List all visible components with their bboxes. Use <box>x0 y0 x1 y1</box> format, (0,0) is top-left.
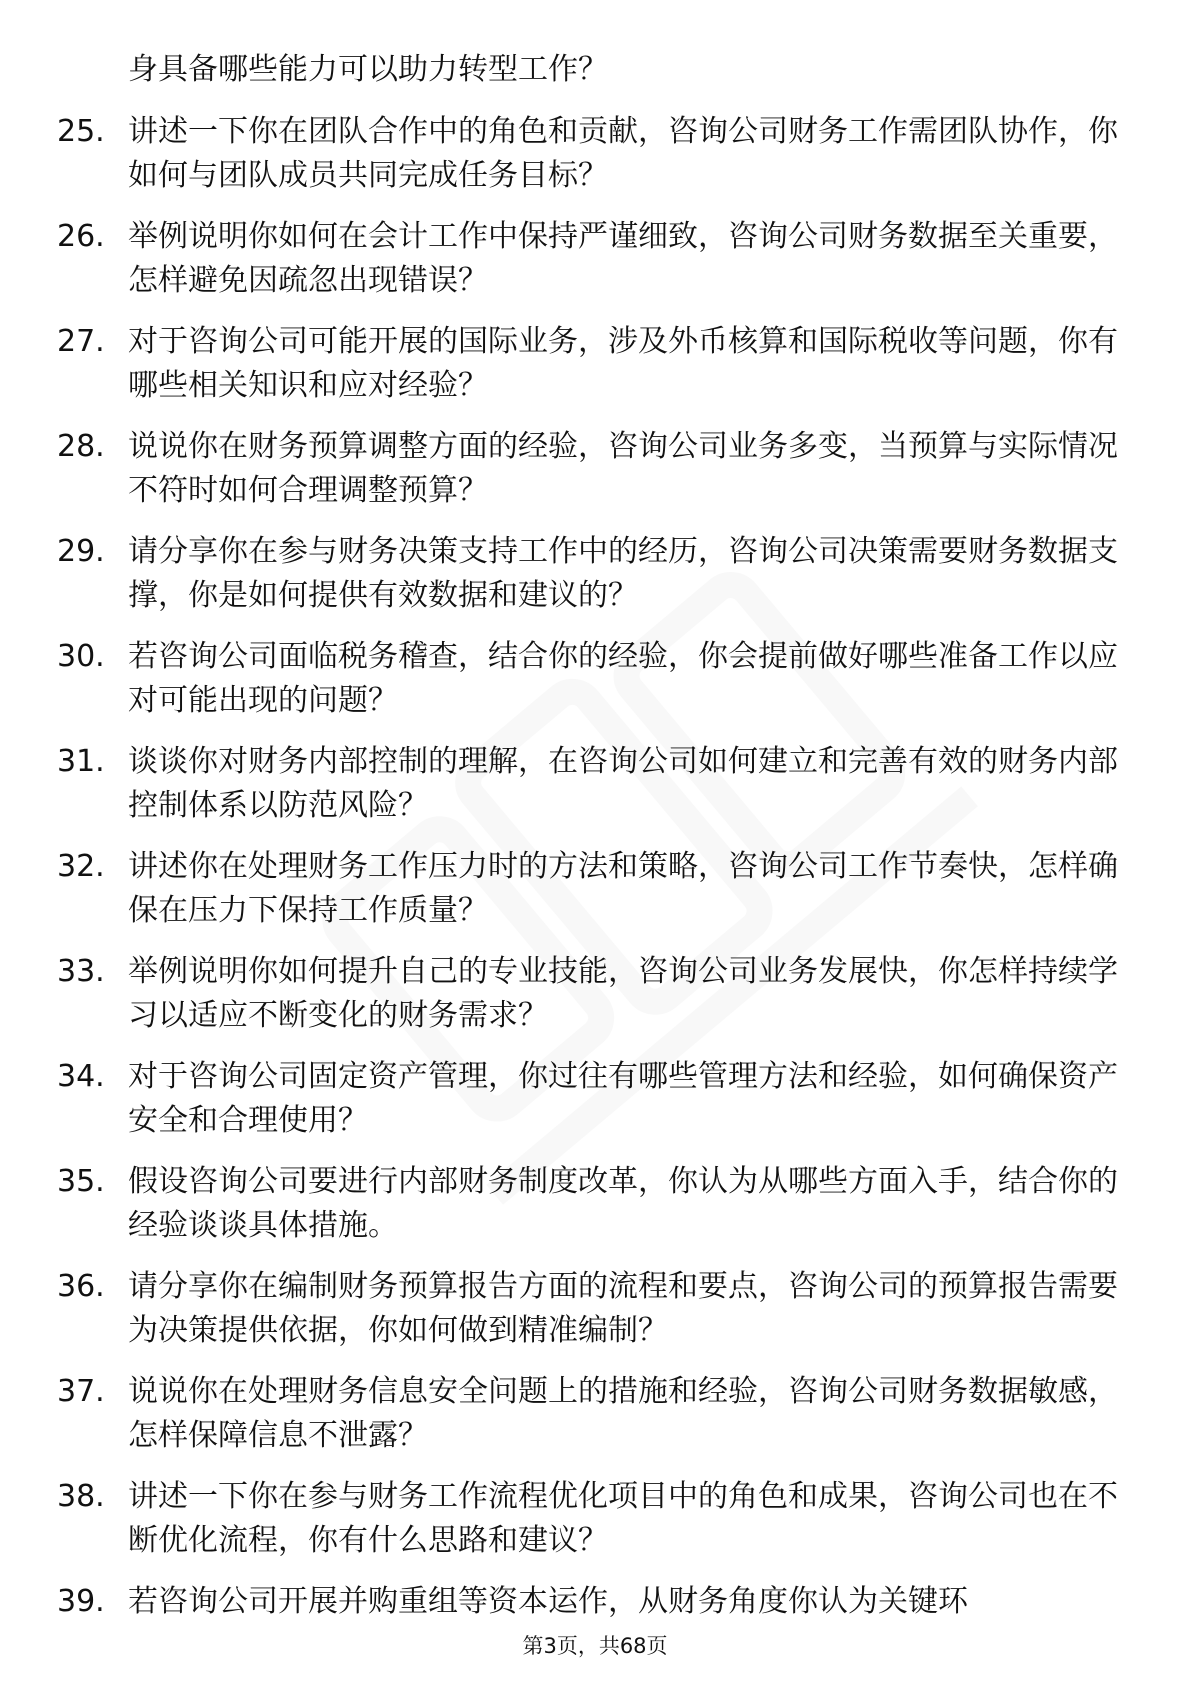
question-number: 30. <box>57 639 105 674</box>
question-item <box>0 530 1190 635</box>
question-number: 29. <box>57 534 105 569</box>
question-number: 36. <box>57 1269 105 1304</box>
question-item <box>0 425 1190 530</box>
question-number: 35. <box>57 1164 105 1199</box>
question-text: 说说你在财务预算调整方面的经验，咨询公司业务多变，当预算与实际情况不符时如何合理调整预算？ <box>128 429 1118 508</box>
question-number: 27. <box>57 324 105 359</box>
question-text: 对于咨询公司固定资产管理，你过往有哪些管理方法和经验，如何确保资产安全和合理使用？ <box>128 1059 1118 1138</box>
question-number: 39. <box>57 1584 105 1619</box>
question-item <box>0 1055 1190 1160</box>
question-number: 34. <box>57 1059 105 1094</box>
question-number: 25. <box>57 114 105 149</box>
question-text: 讲述一下你在团队合作中的角色和贡献，咨询公司财务工作需团队协作，你如何与团队成员共同完成任务目标？ <box>128 114 1118 193</box>
question-item <box>0 320 1190 425</box>
question-item <box>0 110 1190 215</box>
question-list <box>0 110 1190 1685</box>
question-item <box>0 845 1190 950</box>
question-number: 26. <box>57 219 105 254</box>
question-number: 37. <box>57 1374 105 1409</box>
question-item <box>0 1160 1190 1265</box>
question-text: 说说你在处理财务信息安全问题上的措施和经验，咨询公司财务数据敏感，怎样保障信息不泄露？ <box>128 1374 1118 1453</box>
question-text: 若咨询公司开展并购重组等资本运作，从财务角度你认为关键环 <box>128 1584 968 1619</box>
question-text: 谈谈你对财务内部控制的理解，在咨询公司如何建立和完善有效的财务内部控制体系以防范风险？ <box>128 744 1118 823</box>
question-text: 请分享你在编制财务预算报告方面的流程和要点，咨询公司的预算报告需要为决策提供依据，你如何做到精准编制？ <box>128 1269 1118 1348</box>
question-number: 32. <box>57 849 105 884</box>
question-item <box>0 950 1190 1055</box>
question-text: 讲述一下你在参与财务工作流程优化项目中的角色和成果，咨询公司也在不断优化流程，你有什么思路和建议？ <box>128 1479 1118 1558</box>
question-text: 若咨询公司面临税务稽查，结合你的经验，你会提前做好哪些准备工作以应对可能出现的问题？ <box>128 639 1118 718</box>
previous-question-continuation: 身具备哪些能力可以助力转型工作？ <box>128 52 608 87</box>
page-footer: 第3页，共68页 <box>522 1634 668 1658</box>
question-number: 31. <box>57 744 105 779</box>
question-item <box>0 215 1190 320</box>
question-item <box>0 1370 1190 1475</box>
question-item <box>0 1475 1190 1580</box>
question-text: 举例说明你如何提升自己的专业技能，咨询公司业务发展快，你怎样持续学习以适应不断变化的财务需求？ <box>128 954 1118 1033</box>
question-item <box>0 740 1190 845</box>
question-number: 38. <box>57 1479 105 1514</box>
question-item <box>0 635 1190 740</box>
question-text: 讲述你在处理财务工作压力时的方法和策略，咨询公司工作节奏快，怎样确保在压力下保持工作质量？ <box>128 849 1118 928</box>
question-text: 假设咨询公司要进行内部财务制度改革，你认为从哪些方面入手，结合你的经验谈谈具体措施。 <box>128 1164 1118 1243</box>
question-item <box>0 1265 1190 1370</box>
question-text: 对于咨询公司可能开展的国际业务，涉及外币核算和国际税收等问题，你有哪些相关知识和应对经验？ <box>128 324 1118 403</box>
question-text: 请分享你在参与财务决策支持工作中的经历，咨询公司决策需要财务数据支撑，你是如何提供有效数据和建议的？ <box>128 534 1118 613</box>
question-text: 举例说明你如何在会计工作中保持严谨细致，咨询公司财务数据至关重要，怎样避免因疏忽出现错误？ <box>128 219 1118 298</box>
question-number: 33. <box>57 954 105 989</box>
question-number: 28. <box>57 429 105 464</box>
